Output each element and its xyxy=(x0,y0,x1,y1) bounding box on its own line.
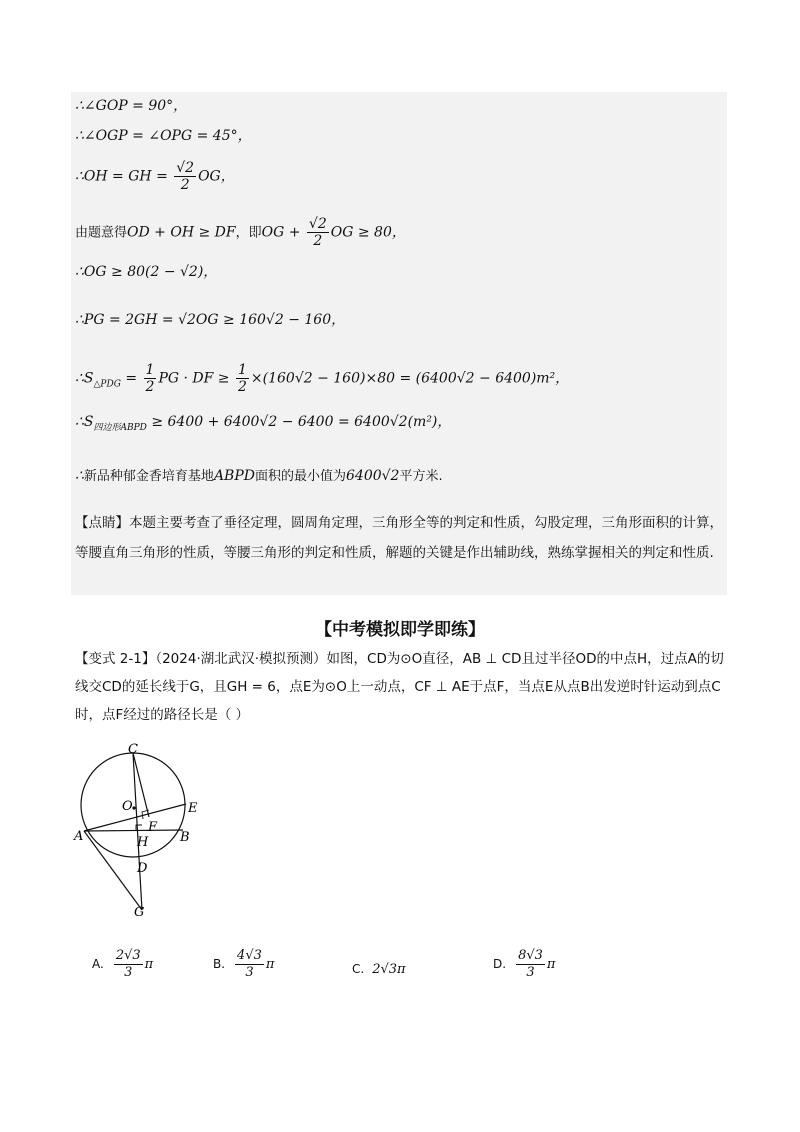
solution-line-1: ∴∠GOP = 90°， xyxy=(75,98,188,114)
line9-therefore: ∴ xyxy=(75,468,84,484)
fraction-numerator: 1 xyxy=(237,362,247,378)
line3-suffix: OG， xyxy=(198,168,235,185)
solution-line-3 xyxy=(75,160,235,193)
circle-o xyxy=(81,753,185,857)
line9-value: 6400√2 xyxy=(346,468,400,484)
fraction-numerator: √2 xyxy=(176,160,195,176)
option-c-value: 2√3π xyxy=(372,962,406,977)
line7-c: PG · DF ≥ xyxy=(158,370,234,387)
fraction-denominator: 2 xyxy=(180,177,190,193)
line-cg xyxy=(133,753,142,910)
line4-expr-e: OG ≥ 80， xyxy=(330,224,406,241)
fraction-denominator: 3 xyxy=(526,965,535,980)
option-b[interactable] xyxy=(213,948,274,981)
line8-b: ≥ 6400 + 6400√2 − 6400 = 6400√2(m²)， xyxy=(146,414,452,430)
fraction-denominator: 2 xyxy=(237,379,247,395)
line4-expr-d: OG + xyxy=(261,224,305,241)
option-d[interactable] xyxy=(493,948,555,981)
solution-line-4 xyxy=(75,216,406,249)
label-b: B xyxy=(180,830,190,845)
line3-prefix: ∴OH = GH = xyxy=(75,168,173,185)
option-d-label: D. xyxy=(493,957,507,971)
fraction-denominator: 2 xyxy=(313,233,323,249)
line7-eq: = xyxy=(120,370,142,387)
fraction-numerator: 4√3 xyxy=(237,948,262,963)
line9-text-b: 新品种郁金香培育基地 xyxy=(83,469,214,484)
line7-d: ×(160√2 − 160)×80 = (6400√2 − 6400)m²， xyxy=(250,370,570,387)
sqrt2-over-2-fraction xyxy=(174,160,196,193)
label-a: A xyxy=(74,829,84,844)
solution-line-7 xyxy=(75,362,569,395)
center-dot xyxy=(132,806,135,809)
label-h: H xyxy=(137,835,149,850)
fraction-denominator: 3 xyxy=(245,965,254,980)
fraction-numerator: 2√3 xyxy=(115,948,141,963)
solution-line-8 xyxy=(75,412,451,438)
line4-inequality: OD + OH ≥ DF xyxy=(127,224,236,241)
option-d-fraction xyxy=(516,948,545,981)
label-c: C xyxy=(128,742,138,757)
line4-text-c: ，即 xyxy=(235,225,262,241)
label-e: E xyxy=(188,801,198,816)
line7-subscript: △PDG xyxy=(93,379,121,390)
label-g: G xyxy=(134,905,145,920)
line9-text-f: 平方米. xyxy=(399,469,443,484)
section-title: 【中考模拟即学即练】 xyxy=(315,620,485,640)
line9-abpd: ABPD xyxy=(213,468,255,484)
option-d-pi: π xyxy=(546,957,556,972)
fraction-numerator: 1 xyxy=(145,362,155,378)
chord-ab xyxy=(84,830,183,831)
line8-subscript: 四边形ABPD xyxy=(93,422,147,433)
line4-text-a: 由题意得 xyxy=(75,225,128,241)
fraction-denominator: 3 xyxy=(124,965,133,980)
solution-line-2: ∴∠OGP = ∠OPG = 45°， xyxy=(75,128,252,144)
option-c-label: C. xyxy=(352,962,365,976)
half-fraction xyxy=(144,362,157,395)
option-b-label: B. xyxy=(213,957,226,971)
tangent-ag xyxy=(84,831,142,910)
label-d: D xyxy=(137,861,148,876)
option-a-label: A. xyxy=(92,957,104,971)
label-f: F xyxy=(148,820,158,835)
option-b-fraction xyxy=(235,948,264,981)
comment-paragraph: 【点睛】本题主要考查了垂径定理，圆周角定理，三角形全等的判定和性质，勾股定理，三角形面积的计算，等腰直角三角形的性质，等腰三角形的判定和性质，解题的关键是作出辅助线，熟练掌握相关的判定和性质. xyxy=(75,515,723,561)
fraction-numerator: 8√3 xyxy=(518,948,543,963)
fraction-denominator: 2 xyxy=(145,379,155,395)
line9-text-d: 面积的最小值为 xyxy=(254,469,346,484)
geometry-diagram xyxy=(70,740,220,920)
option-b-pi: π xyxy=(265,957,275,972)
half-fraction-2 xyxy=(236,362,249,395)
solution-line-5: ∴OG ≥ 80(2 − √2)， xyxy=(75,264,218,280)
option-a[interactable] xyxy=(92,948,153,981)
option-c[interactable] xyxy=(352,962,406,977)
solution-line-6: ∴PG = 2GH = √2OG ≥ 160√2 − 160， xyxy=(75,312,346,328)
solution-line-9 xyxy=(75,466,443,487)
option-a-fraction xyxy=(114,948,143,981)
label-o: O xyxy=(122,799,133,814)
sqrt2-over-2-fraction-2 xyxy=(307,216,329,249)
line7-s: ∴S xyxy=(75,370,94,387)
option-a-pi: π xyxy=(144,957,154,972)
question-text: 【变式 2-1】（2024·湖北武汉·模拟预测）如图，CD为⊙O直径，AB ⊥ CD且过半径OD的中点H，过点A的切线交CD的延长线于G，且GH = 6，点E为⊙O上一动点，CF ⊥ AE于点F，当点E从点B出发逆时针运动到点C时，点F经过的路径长是（ ） xyxy=(75,651,724,723)
fraction-numerator: √2 xyxy=(308,216,327,232)
line8-s: ∴S xyxy=(75,414,94,430)
